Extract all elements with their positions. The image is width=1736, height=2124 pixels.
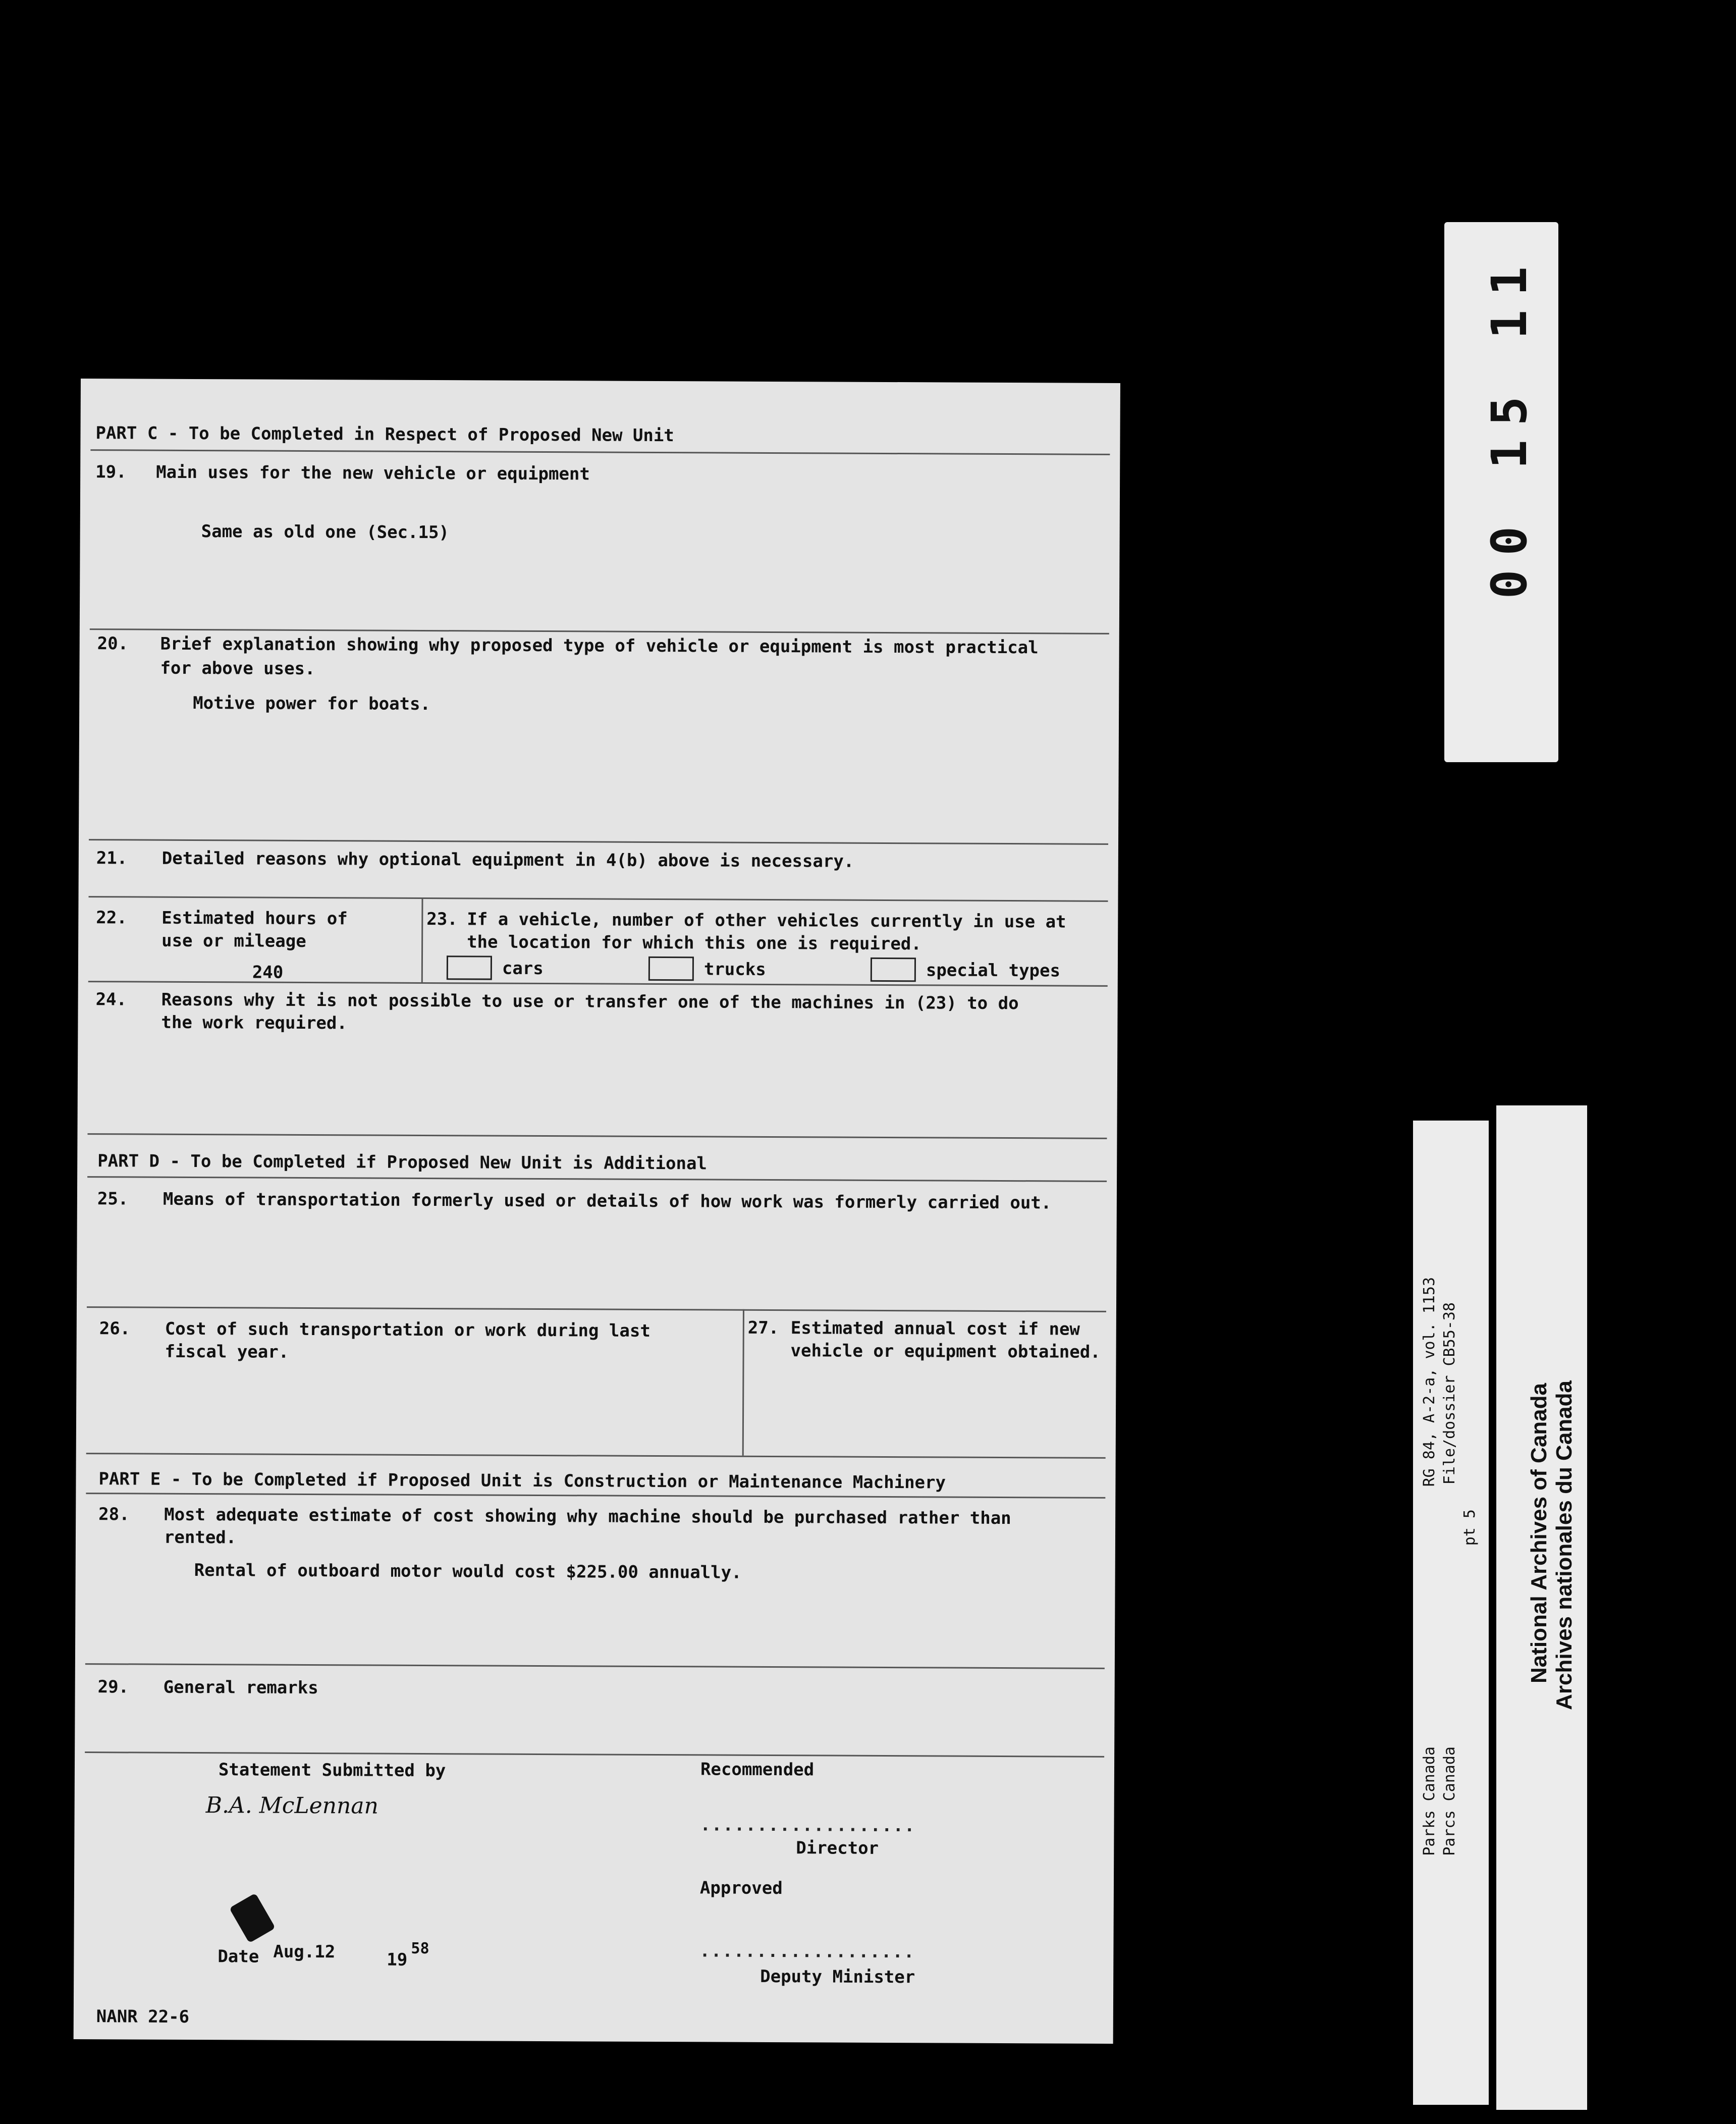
recommended-label: Recommended: [700, 1759, 815, 1780]
cars-checkbox[interactable]: [447, 955, 492, 980]
deputy-minister-signature-line: ...................: [699, 1941, 915, 1962]
q22-label-line1: Estimated hours of: [161, 908, 348, 929]
agency-en: Parks Canada: [1421, 1746, 1438, 1856]
reference-line1: RG 84, A-2-a, vol. 1153: [1421, 1277, 1438, 1487]
trucks-label: trucks: [703, 959, 766, 980]
year-suffix: 58: [411, 1939, 429, 1958]
q28-number: 28.: [98, 1504, 130, 1525]
reference-label: [1413, 1121, 1489, 2105]
divider: [86, 1493, 1105, 1499]
archive-name-fr: Archives nationales du Canada: [1552, 1380, 1577, 1710]
q26-label-line1: Cost of such transportation or work during last: [165, 1318, 650, 1341]
divider: [86, 1453, 1106, 1459]
q28-label-line2: rented.: [164, 1527, 237, 1548]
special-types-label: special types: [926, 960, 1061, 981]
approved-label: Approved: [699, 1878, 783, 1899]
part-c-header: PART C - To be Completed in Respect of Proposed New Unit: [95, 423, 674, 446]
director-signature-line: ...................: [700, 1815, 916, 1836]
q19-number: 19.: [95, 462, 127, 483]
q28-label-line1: Most adequate estimate of cost showing why machine should be purchased rather than: [164, 1504, 1011, 1529]
q23-number: 23.: [426, 909, 458, 930]
divider: [88, 981, 1108, 987]
signature: B.A. McLennan: [205, 1792, 379, 1819]
date-label: Date: [218, 1946, 259, 1967]
q22-label-line2: use or mileage: [161, 930, 306, 951]
divider: [89, 839, 1108, 845]
q20-answer: Motive power for boats.: [193, 693, 431, 715]
divider: [85, 1751, 1104, 1758]
q21-number: 21.: [96, 848, 128, 869]
divider: [85, 1663, 1105, 1669]
q19-answer: Same as old one (Sec.15): [201, 521, 450, 543]
q20-label-line2: for above uses.: [160, 658, 315, 679]
submitted-by-label: Statement Submitted by: [218, 1760, 446, 1781]
agency-fr: Parcs Canada: [1441, 1746, 1458, 1856]
q24-label-line1: Reasons why it is not possible to use or transfer one of the machines in (23) to do: [161, 989, 1019, 1014]
date-value: Aug.12: [273, 1941, 336, 1962]
divider: [87, 1176, 1107, 1182]
q23-label-line2: the location for which this one is required.: [467, 932, 921, 954]
divider: [90, 628, 1109, 634]
q26-label-line2: fiscal year.: [165, 1341, 289, 1362]
q25-label: Means of transportation formerly used or details of how work was formerly carried out.: [162, 1189, 1052, 1213]
divider: [87, 1306, 1106, 1312]
q20-label-line1: Brief explanation showing why proposed type of vehicle or equipment is most practical: [160, 633, 1039, 658]
q26-number: 26.: [99, 1318, 131, 1339]
q27-label-line1: Estimated annual cost if new: [790, 1318, 1080, 1340]
divider: [87, 1133, 1107, 1139]
q28-answer: Rental of outboard motor would cost $225.00 annually.: [194, 1560, 742, 1583]
archive-stamp-number: 00 15 11: [1481, 252, 1538, 599]
q24-number: 24.: [95, 989, 127, 1010]
q27-label-line2: vehicle or equipment obtained.: [790, 1341, 1101, 1362]
q29-label: General remarks: [163, 1677, 318, 1698]
q23-label-line1: If a vehicle, number of other vehicles currently in use at: [467, 909, 1066, 932]
column-divider: [421, 897, 423, 982]
divider: [89, 896, 1108, 902]
reference-line3: pt 5: [1461, 1509, 1479, 1546]
column-divider: [742, 1309, 744, 1456]
deputy-minister-label: Deputy Minister: [760, 1966, 915, 1988]
part-e-header: PART E - To be Completed if Proposed Unit is Construction or Maintenance Machinery: [98, 1469, 946, 1493]
q21-label: Detailed reasons why optional equipment in 4(b) above is necessary.: [161, 848, 854, 872]
q29-number: 29.: [97, 1677, 129, 1697]
director-label: Director: [796, 1838, 879, 1858]
q22-answer: 240: [252, 962, 284, 983]
trucks-checkbox[interactable]: [648, 957, 694, 981]
cars-label: cars: [502, 958, 544, 979]
form-number: NANR 22-6: [96, 2006, 190, 2027]
form-sheet: [74, 379, 1120, 2044]
q25-number: 25.: [97, 1189, 129, 1209]
q20-number: 20.: [97, 633, 129, 654]
year-prefix: 19: [387, 1949, 408, 1970]
archive-name-en: National Archives of Canada: [1527, 1383, 1551, 1683]
part-d-header: PART D - To be Completed if Proposed New Unit is Additional: [97, 1151, 708, 1174]
q19-label: Main uses for the new vehicle or equipment: [156, 462, 590, 485]
divider: [90, 449, 1110, 455]
reference-line2: File/dossier CB55-38: [1441, 1302, 1458, 1485]
q24-label-line2: the work required.: [161, 1012, 347, 1034]
q22-number: 22.: [96, 908, 127, 928]
special-types-checkbox[interactable]: [871, 958, 916, 982]
q27-number: 27.: [747, 1317, 779, 1339]
